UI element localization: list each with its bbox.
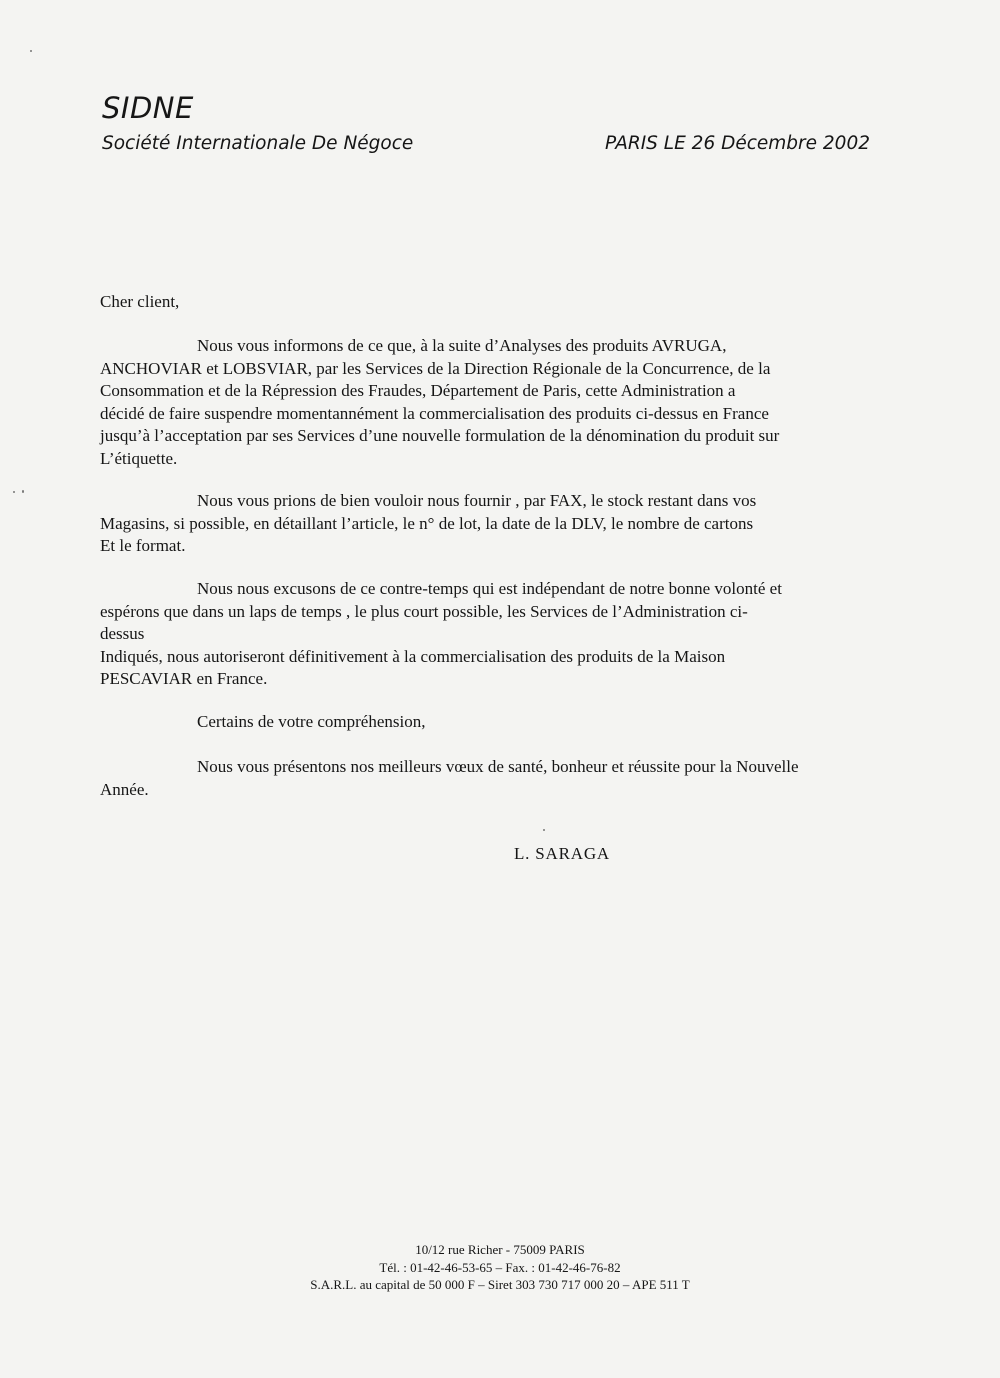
scan-speck [543,829,545,831]
paragraph-line: PESCAVIAR en France. [100,669,268,688]
paragraph-4 [100,711,890,734]
company-name: SIDNE [102,91,194,125]
paragraph-line: Et le format. [100,536,186,555]
letter-date: PARIS LE 26 Décembre 2002 [604,133,870,154]
paragraph-line: Année. [100,779,149,799]
salutation: Cher client, [100,292,180,311]
paragraph-1 [100,335,890,470]
paragraph-line: Indiqués, nous autoriseront définitivement à la commercialisation des produits de la Maison [100,646,726,666]
paragraph-line: ANCHOVIAR et LOBSVIAR, par les Services de la Direction Régionale de la Concurrence, de la [100,358,771,378]
scan-speck [22,490,24,493]
paragraph-line: Certains de votre compréhension, [197,712,426,731]
paragraph-line: espérons que dans un laps de temps , le plus court possible, les Services de l’Administration ci- [100,601,748,621]
paragraph-line: Nous nous excusons de ce contre-temps qui est indépendant de notre bonne volonté et [197,579,782,598]
paragraph-3 [100,578,890,691]
paragraph-line: L’étiquette. [100,448,178,468]
footer-address: 10/12 rue Richer - 75009 PARIS [415,1242,585,1257]
paragraph-line: dessus [100,624,145,643]
paragraph-line: décidé de faire suspendre momentannément la commercialisation des produits ci-dessus en France [100,403,769,423]
footer [0,1241,1000,1294]
company-subtitle: Société Internationale De Négoce [102,133,414,154]
paragraph-line: Magasins, si possible, en détaillant l’article, le n° de lot, la date de la DLV, le nombre de cartons [100,513,754,533]
paragraph-line: Nous vous prions de bien vouloir nous fournir , par FAX, le stock restant dans vos [197,491,757,510]
paragraph-line: Nous vous présentons nos meilleurs vœux de santé, bonheur et réussite pour la Nouvelle [197,757,799,776]
footer-phone-fax: Tél. : 01-42-46-53-65 – Fax. : 01-42-46-76-82 [379,1259,621,1275]
paragraph-line: jusqu’à l’acceptation par ses Services d’une nouvelle formulation de la dénomination du produit sur [100,426,780,445]
footer-legal: S.A.R.L. au capital de 50 000 F – Siret 303 730 717 000 20 – APE 511 T [310,1277,690,1292]
paragraph-2 [100,490,890,558]
signature: L. SARAGA [514,844,610,863]
paragraph-line: Consommation et de la Répression des Fraudes, Département de Paris, cette Administration a [100,381,736,400]
paragraph-line: Nous vous informons de ce que, à la suite d’Analyses des produits AVRUGA, [197,336,727,355]
paragraph-5 [100,756,890,801]
scan-speck [30,50,32,52]
scan-speck [13,491,15,493]
